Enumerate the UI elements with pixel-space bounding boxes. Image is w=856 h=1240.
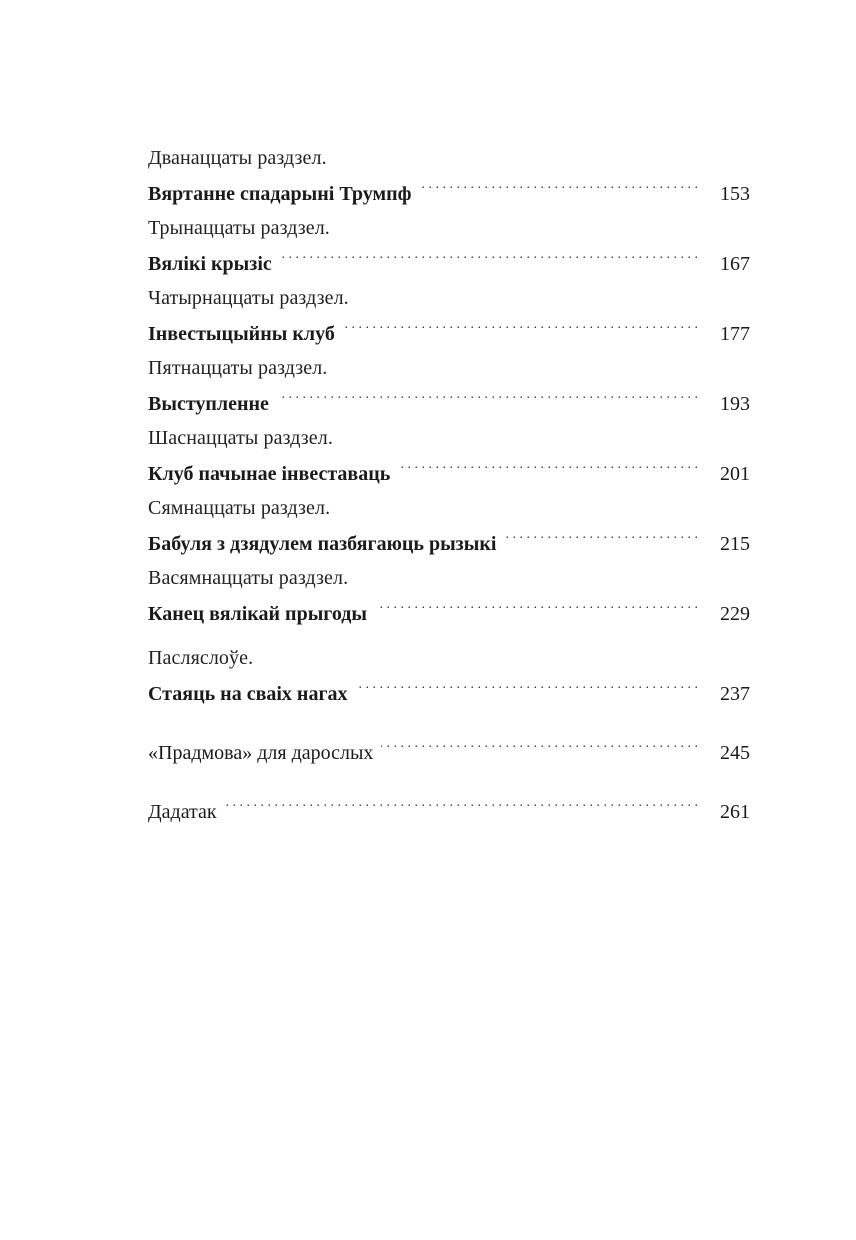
dot-leader: [277, 381, 698, 409]
toc-entry-16: [148, 424, 750, 485]
dot-leader: [225, 789, 698, 817]
chapter-title: Выступленне: [148, 393, 269, 415]
chapter-title: Канец вялікай прыгоды: [148, 603, 368, 625]
dot-leader: [420, 171, 698, 199]
chapter-label: Сямнаццаты раздзел.: [148, 497, 331, 519]
chapter-label: Пасляслоўе.: [148, 647, 254, 669]
chapter-title: Вяртанне спадарыні Трумпф: [148, 183, 412, 205]
chapter-title: Вялікі крызіс: [148, 253, 272, 275]
dot-leader: [381, 730, 698, 758]
chapter-title: Стаяць на сваіх нагах: [148, 683, 348, 705]
page-number: 237: [720, 683, 750, 705]
toc-entry-13: [148, 214, 750, 275]
dot-leader: [398, 451, 698, 479]
chapter-title: Дадатак: [148, 801, 217, 823]
toc-line: [148, 452, 750, 485]
page-number: 245: [720, 742, 750, 764]
page-number: 177: [720, 323, 750, 345]
chapter-title: Бабуля з дзядулем пазбягаюць рызыкі: [148, 533, 497, 555]
toc-line: [148, 382, 750, 415]
chapter-label: Васямнаццаты раздзел.: [148, 567, 349, 589]
chapter-label: Трынаццаты раздзел.: [148, 217, 330, 239]
toc-entry-appendix: [148, 790, 750, 823]
chapter-title: «Прадмова» для дарослых: [148, 742, 374, 764]
toc-line: [148, 312, 750, 345]
toc-entry-preface: [148, 731, 750, 764]
chapter-label: Шаснаццаты раздзел.: [148, 427, 333, 449]
dot-leader: [356, 671, 698, 699]
dot-leader: [343, 311, 698, 339]
page-number: 261: [720, 801, 750, 823]
page-number: 215: [720, 533, 750, 555]
dot-leader: [504, 521, 698, 549]
toc-line: [148, 731, 750, 764]
page-number: 153: [720, 183, 750, 205]
toc-line: [148, 522, 750, 555]
chapter-title: Клуб пачынае інвеставаць: [148, 463, 391, 485]
toc-line: [148, 242, 750, 275]
toc-entry-15: [148, 354, 750, 415]
toc-entry-18: [148, 564, 750, 625]
toc-line: [148, 790, 750, 823]
dot-leader: [375, 591, 698, 619]
dot-leader: [280, 241, 698, 269]
page-number: 193: [720, 393, 750, 415]
chapter-label: Дванаццаты раздзел.: [148, 147, 327, 169]
toc-line: [148, 592, 750, 625]
page-number: 201: [720, 463, 750, 485]
chapter-label: Пятнаццаты раздзел.: [148, 357, 328, 379]
toc-entry-12: [148, 144, 750, 205]
toc-line: [148, 672, 750, 705]
toc-line: [148, 172, 750, 205]
chapter-title: Інвестыцыйны клуб: [148, 323, 335, 345]
page-number: 229: [720, 603, 750, 625]
chapter-label: Чатырнаццаты раздзел.: [148, 287, 349, 309]
table-of-contents: [148, 144, 750, 823]
page-number: 167: [720, 253, 750, 275]
toc-entry-14: [148, 284, 750, 345]
toc-entry-afterword: [148, 644, 750, 705]
toc-entry-17: [148, 494, 750, 555]
